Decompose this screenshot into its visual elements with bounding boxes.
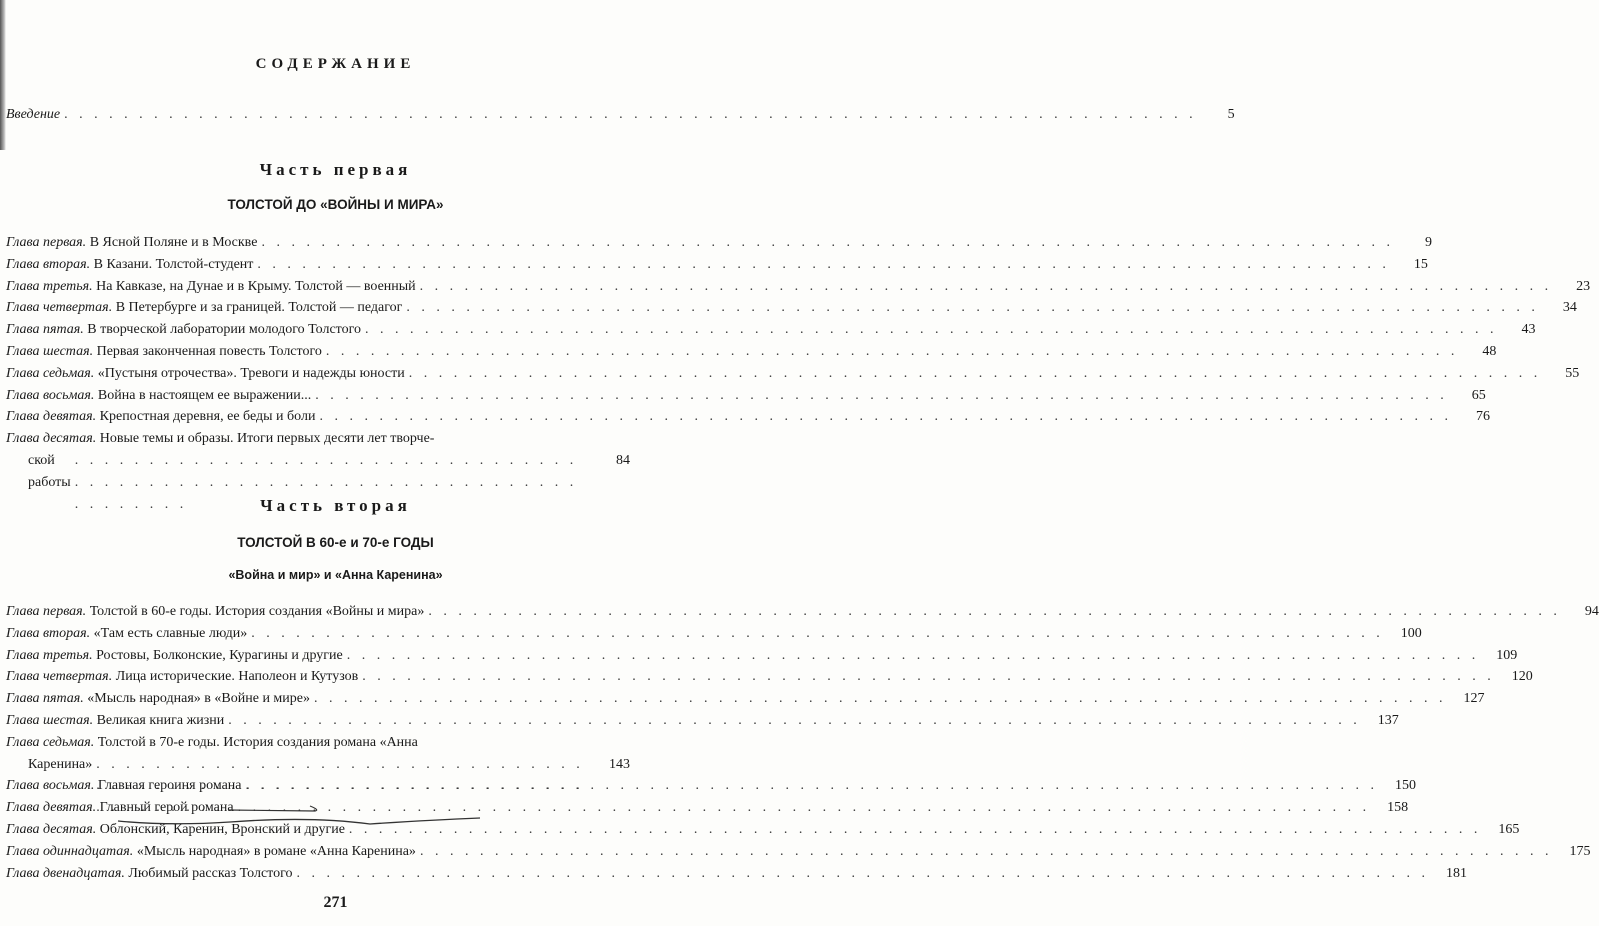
toc-entry[interactable] [6,819,1520,841]
leader-dots [406,297,1539,319]
leader-dots [238,797,1371,819]
entry-title [6,254,253,276]
chapter-label: Глава третья. [6,278,93,294]
part1-subtitle: ТОЛСТОЙ ДО «ВОЙНЫ И МИРА» [227,197,444,212]
entry-second-line [6,450,630,490]
chapter-title: Первая законченная повесть Толстого [93,343,322,359]
leader-dots [362,666,1495,688]
chapter-title: В Ясной Поляне и в Москве [86,235,258,250]
toc-entry[interactable] [6,601,1599,623]
chapter-label: Глава шестая. [6,343,94,359]
entry-first-line [6,732,630,754]
toc-entry[interactable] [6,232,1432,254]
chapter-label: Глава седьмая. [6,365,95,381]
entry-page: 181 [1446,865,1467,881]
chapter-title: Толстой в 60-е годы. История создания «Войны и мира» [86,604,425,619]
toc-entry[interactable] [6,645,1518,667]
chapter-title: В творческой лаборатории молодого Толстого [83,322,362,338]
chapter-title: Любимый рассказ Толстого [124,865,293,881]
toc-entry[interactable] [6,710,1399,732]
entry-page: 55 [1565,365,1580,381]
page-number: 271 [323,894,348,911]
scan-edge-shadow [0,0,6,150]
chapter-title: Лица исторические. Наполеон и Кутузов [112,669,359,685]
part2-subtitle: ТОЛСТОЙ В 60-е и 70-е ГОДЫ [237,535,434,550]
entry-title [6,819,345,841]
page-title: СОДЕРЖАНИЕ [255,56,416,72]
chapter-title: Облонский, Каренин, Вронский и другие [96,821,345,837]
chapter-label: Глава пятая. [6,691,84,707]
toc-intro [6,104,1235,126]
chapter-label: Глава восьмая. [6,387,95,403]
entry-page: 84 [616,452,630,468]
chapter-label: Глава восьмая. [6,778,95,794]
chapter-label: Глава третья. [6,647,93,663]
leader-dots [420,276,1553,298]
chapter-label: Глава четвертая. [6,669,113,685]
chapter-title: В Петербурге и за границей. Толстой — педагог [112,300,403,316]
chapter-label: Глава десятая. [6,431,97,447]
entry-title [6,688,310,710]
toc-entry-wrapped[interactable] [6,732,630,776]
chapter-label: Глава вторая. [6,625,91,641]
chapter-title: Крепостная деревня, ее беды и боли [96,409,316,425]
chapter-title-continued: Каренина» [28,756,93,772]
entry-page: 158 [1387,800,1409,816]
toc-entry[interactable] [6,104,1235,126]
leader-dots [246,775,1379,797]
entry-title [6,601,424,623]
leader-dots [251,623,1384,645]
entry-page: 120 [1511,669,1533,685]
entry-title [6,841,416,863]
chapter-title: «Мысль народная» в «Войне и мире» [83,691,310,707]
toc-entry[interactable] [6,688,1485,710]
entry-page: 94 [1584,604,1599,619]
entry-title [6,623,247,645]
leader-dots [428,601,1561,623]
toc-entry[interactable] [6,666,1533,688]
part1-heading: Часть первая [259,160,412,179]
chapter-title: Война в настоящем ее выражении... [94,387,312,403]
entry-page: 109 [1496,647,1518,663]
toc-entry[interactable] [6,406,1490,428]
entry-title [6,863,293,885]
entry-page: 48 [1482,343,1497,359]
chapter-title: Новые темы и образы. Итоги первых десяти лет творче- [96,431,435,447]
leader-dots [420,841,1553,863]
chapter-label: Глава вторая. [6,256,91,272]
chapter-title: «Там есть славные люди» [90,625,248,641]
toc-entry[interactable] [6,341,1497,363]
part1-chapter-list [6,232,1591,490]
toc-entry[interactable] [6,797,1409,819]
leader-dots [347,645,1480,667]
chapter-title: Ростовы, Болконские, Курагины и другие [92,647,343,663]
leader-dots [257,254,1390,276]
leader-dots [314,688,1447,710]
toc-entry[interactable] [6,254,1428,276]
entry-page: 34 [1562,300,1577,316]
entry-page: 15 [1413,256,1428,272]
chapter-title: В Казани. Толстой-студент [90,256,254,272]
chapter-title: На Кавказе, на Дунае и в Крыму. Толстой — военный [92,278,416,294]
entry-page: 76 [1475,409,1490,425]
entry-page: 137 [1377,712,1399,728]
leader-dots [261,232,1394,254]
entry-title [6,341,322,363]
chapter-label: Глава первая. [6,604,87,619]
entry-title [6,363,405,385]
chapter-label: Глава шестая. [6,712,94,728]
entry-page: 165 [1498,821,1520,837]
entry-title [6,319,361,341]
leader-dots [64,104,1197,126]
entry-title [6,797,234,819]
entry-page: 23 [1576,278,1591,294]
toc-entry[interactable] [6,863,1467,885]
chapter-label: Глава двенадцатая. [6,865,125,881]
chapter-label: Глава первая. [6,235,87,250]
chapter-title-continued: ской работы [28,452,71,490]
entry-first-line [6,428,630,450]
entry-page: 65 [1471,387,1486,403]
entry-page: 43 [1521,322,1536,338]
entry-title [6,710,224,732]
entry-title [6,276,416,298]
chapter-title: Главная героиня романа [94,778,242,794]
toc-entry[interactable] [6,319,1536,341]
entry-page: 150 [1395,778,1417,794]
entry-title [6,406,315,428]
entry-title [6,645,343,667]
chapter-label: Глава девятая. [6,409,97,425]
leader-dots [409,363,1542,385]
leader-dots [326,341,1459,363]
entry-title [6,385,311,407]
entry-page: 143 [609,756,630,772]
entry-title [6,232,257,254]
chapter-title: Главный герой романа [96,800,234,816]
toc-entry[interactable] [6,297,1577,319]
entry-title [6,775,242,797]
toc-entry[interactable] [6,276,1591,298]
toc-entry[interactable] [6,385,1486,407]
toc-entry[interactable] [6,623,1422,645]
toc-entry[interactable] [6,775,1417,797]
leader-dots [297,863,1430,885]
toc-entry[interactable] [6,841,1591,863]
part2-subsubtitle: «Война и мир» и «Анна Каренина» [228,568,443,582]
toc-entry-wrapped[interactable] [6,428,630,490]
chapter-title: Толстой в 70-е годы. История создания романа «Анна [94,734,418,750]
chapter-title: Великая книга жизни [93,712,225,728]
chapter-label: Глава четвертая. [6,300,113,316]
entry-label: Введение [6,107,61,122]
part2-heading: Часть вторая [260,496,411,515]
chapter-title: «Мысль народная» в романе «Анна Каренина» [133,843,416,859]
entry-page: 175 [1569,843,1591,859]
leader-dots [319,406,1452,428]
chapter-label: Глава одиннадцатая. [6,843,134,859]
toc-entry[interactable] [6,363,1580,385]
chapter-title: «Пустыня отрочества». Тревоги и надежды юности [94,365,405,381]
leader-dots [349,819,1482,841]
entry-title [6,666,358,688]
leader-dots [228,710,1361,732]
leader-dots [365,319,1498,341]
entry-page: 100 [1400,625,1422,641]
entry-page: 9 [1424,235,1432,250]
part2-chapter-list [6,601,1599,884]
entry-page: 127 [1463,691,1485,707]
leader-dots [315,385,1448,407]
chapter-label: Глава пятая. [6,322,84,338]
chapter-label: Глава десятая. [6,821,97,837]
entry-page: 5 [1227,107,1235,122]
entry-title [6,297,402,319]
entry-second-line [6,754,630,776]
chapter-label: Глава седьмая. [6,734,95,750]
chapter-label: Глава девятая. [6,800,97,816]
